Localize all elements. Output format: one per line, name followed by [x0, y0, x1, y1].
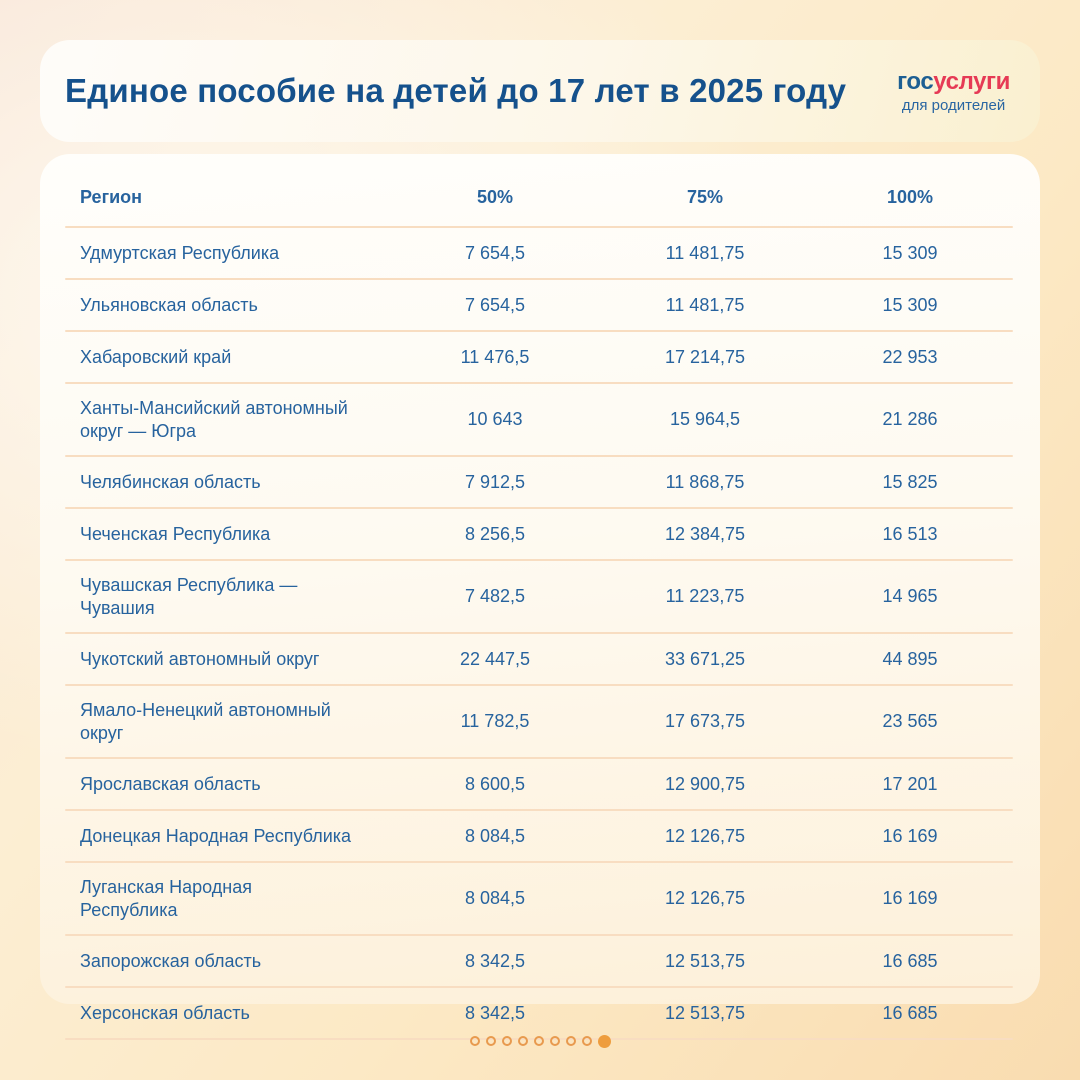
region-cell: Чеченская Республика — [80, 523, 271, 544]
value-50pct-cell: 8 342,5 — [464, 1002, 526, 1023]
region-cell: Ульяновская область — [80, 294, 258, 315]
value-100pct-cell: 17 201 — [882, 773, 938, 794]
value-100pct-cell: 22 953 — [882, 346, 938, 367]
pagination-dot[interactable] — [470, 1036, 480, 1046]
value-75pct-cell: 15 964,5 — [669, 409, 741, 429]
value-75pct-cell: 12 513,75 — [664, 1002, 746, 1023]
region-cell: Луганская Народная Республика — [80, 877, 253, 920]
column-header-50pct: 50% — [476, 186, 514, 207]
table-row — [40, 863, 1040, 934]
value-50pct-cell: 22 447,5 — [459, 648, 531, 669]
table-row — [40, 561, 1040, 632]
table-row — [40, 228, 1040, 278]
region-cell: Ханты-Мансийский автономный округ — Югра — [80, 398, 348, 441]
value-100pct-cell: 15 309 — [882, 242, 938, 263]
value-100pct-cell: 21 286 — [882, 409, 938, 429]
table-row — [40, 384, 1040, 455]
gosuslugi-logo — [897, 68, 1010, 114]
region-cell: Чукотский автономный округ — [80, 648, 320, 669]
table-row — [40, 509, 1040, 559]
page-title: Единое пособие на детей до 17 лет в 2025 году — [65, 72, 847, 109]
value-50pct-cell: 8 342,5 — [464, 950, 526, 971]
region-cell: Ярославская область — [80, 773, 261, 794]
value-100pct-cell: 23 565 — [882, 711, 938, 731]
region-cell: Херсонская область — [80, 1002, 250, 1023]
header-card — [40, 40, 1040, 142]
region-cell: Ямало-Ненецкий автономный округ — [80, 700, 331, 743]
region-cell: Хабаровский край — [80, 346, 232, 367]
value-100pct-cell: 16 513 — [882, 523, 938, 544]
value-75pct-cell: 12 384,75 — [664, 523, 746, 544]
region-cell: Челябинская область — [80, 471, 261, 492]
pagination-dot[interactable] — [550, 1036, 560, 1046]
value-75pct-cell: 11 868,75 — [665, 471, 745, 492]
value-50pct-cell: 8 600,5 — [464, 773, 526, 794]
value-50pct-cell: 7 654,5 — [464, 294, 526, 315]
table-row — [40, 280, 1040, 330]
pagination-dot[interactable] — [502, 1036, 512, 1046]
table-row — [40, 759, 1040, 809]
value-75pct-cell: 12 126,75 — [664, 888, 746, 908]
value-75pct-cell: 12 126,75 — [664, 825, 746, 846]
value-50pct-cell: 10 643 — [467, 409, 523, 429]
column-header-region: Регион — [80, 186, 142, 207]
value-50pct-cell: 7 912,5 — [464, 471, 526, 492]
logo-text-uslugi: услуги — [933, 68, 1010, 96]
table-row — [40, 686, 1040, 757]
table-row — [40, 457, 1040, 507]
value-75pct-cell: 11 223,75 — [665, 586, 745, 606]
value-50pct-cell: 7 482,5 — [464, 586, 526, 606]
value-75pct-cell: 11 481,75 — [665, 294, 745, 315]
value-50pct-cell: 8 084,5 — [464, 825, 526, 846]
benefits-table-card — [40, 154, 1040, 1023]
value-75pct-cell: 12 513,75 — [664, 950, 746, 971]
table-row — [40, 634, 1040, 684]
value-100pct-cell: 16 685 — [882, 950, 938, 971]
table-body — [40, 228, 1040, 1040]
pagination-dot[interactable] — [518, 1036, 528, 1046]
pagination-dot[interactable] — [566, 1036, 576, 1046]
column-header-100pct: 100% — [886, 186, 934, 207]
value-50pct-cell: 11 476,5 — [460, 346, 530, 367]
pagination-dot[interactable] — [582, 1036, 592, 1046]
logo-subtitle: для родителей — [901, 96, 1006, 114]
value-100pct-cell: 16 685 — [882, 1002, 938, 1023]
table-row — [40, 936, 1040, 986]
value-50pct-cell: 11 782,5 — [460, 711, 530, 731]
value-75pct-cell: 17 673,75 — [664, 711, 746, 731]
table-row — [40, 332, 1040, 382]
value-50pct-cell: 7 654,5 — [464, 242, 526, 263]
region-cell: Донецкая Народная Республика — [80, 825, 352, 846]
region-cell: Чувашская Республика — Чувашия — [80, 575, 298, 618]
value-75pct-cell: 17 214,75 — [664, 346, 746, 367]
region-cell: Удмуртская Республика — [80, 242, 280, 263]
pagination-dot-active[interactable] — [598, 1035, 611, 1048]
value-100pct-cell: 44 895 — [882, 648, 938, 669]
value-50pct-cell: 8 256,5 — [464, 523, 526, 544]
column-header-75pct: 75% — [686, 186, 724, 207]
value-75pct-cell: 11 481,75 — [665, 242, 745, 263]
logo-text-gos: гос — [897, 68, 934, 96]
value-50pct-cell: 8 084,5 — [464, 888, 526, 908]
value-100pct-cell: 16 169 — [882, 825, 938, 846]
logo-wordmark — [897, 68, 1010, 96]
region-cell: Запорожская область — [80, 950, 262, 971]
pagination-dot[interactable] — [486, 1036, 496, 1046]
value-100pct-cell: 15 825 — [882, 471, 938, 492]
carousel-pagination — [0, 1030, 1080, 1052]
pagination-dot[interactable] — [534, 1036, 544, 1046]
value-75pct-cell: 33 671,25 — [664, 648, 746, 669]
value-75pct-cell: 12 900,75 — [664, 773, 746, 794]
value-100pct-cell: 16 169 — [882, 888, 938, 908]
table-row — [40, 811, 1040, 861]
table-header-row — [40, 168, 1040, 226]
value-100pct-cell: 15 309 — [882, 294, 938, 315]
value-100pct-cell: 14 965 — [882, 586, 938, 606]
